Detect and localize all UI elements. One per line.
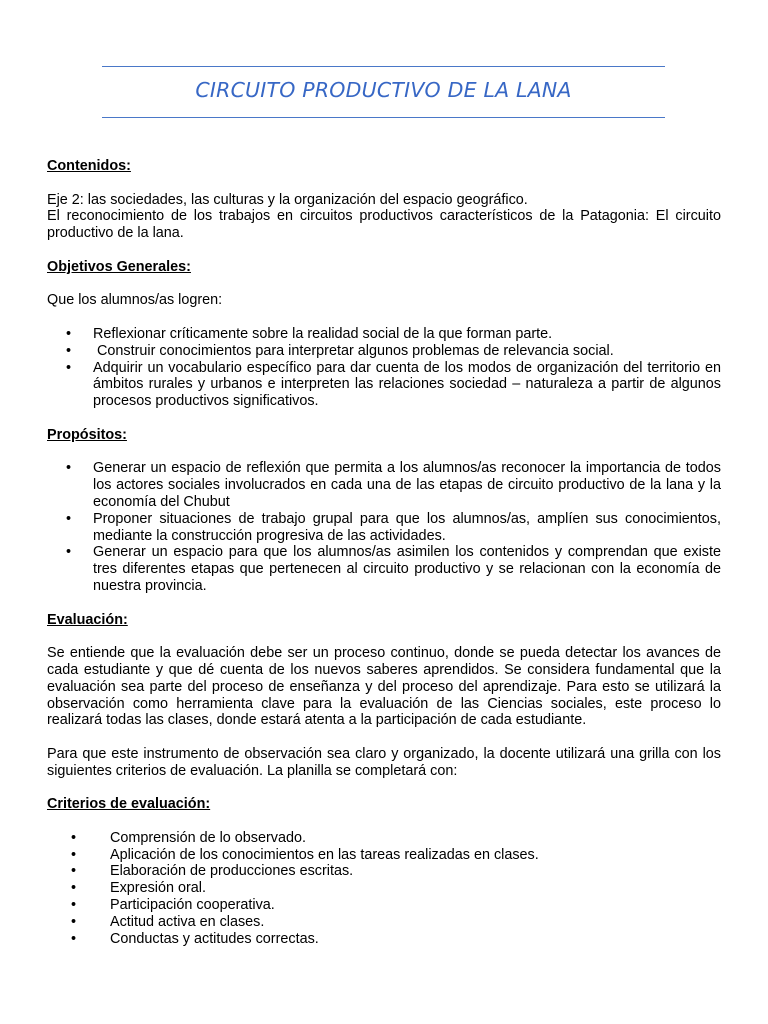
criterios-list bbox=[47, 830, 721, 948]
list-item-text: Actitud activa en clases. bbox=[110, 913, 265, 930]
list-item-text: Elaboración de producciones escritas. bbox=[110, 863, 354, 880]
list-item-text: Generar un espacio de reflexión que permita a los alumnos/as reconocer la importancia de todos los actores sociales involucrados en cada una de las etapas de circuito productivo de la lana y la economía del Chubut bbox=[93, 460, 721, 510]
bullet-icon: • bbox=[71, 829, 77, 846]
list-item bbox=[47, 863, 721, 880]
bullet-icon: • bbox=[71, 880, 77, 897]
list-item bbox=[47, 914, 721, 931]
list-item-text: Construir conocimientos para interpretar algunos problemas de relevancia social. bbox=[93, 342, 614, 359]
list-item bbox=[47, 326, 721, 343]
page-title: CIRCUITO PRODUCTIVO DE LA LANA bbox=[195, 78, 572, 102]
list-item bbox=[47, 880, 721, 897]
list-item-text: Adquirir un vocabulario específico para dar cuenta de los modos de organización del territorio en ámbitos rurales y urbanos e interpreten las relaciones sociedad – naturaleza a partir de algunos procesos productivos significativos. bbox=[93, 359, 721, 410]
list-item-text: Comprensión de lo observado. bbox=[110, 829, 306, 846]
evaluacion-heading: Evaluación: bbox=[47, 611, 128, 628]
bullet-icon: • bbox=[71, 930, 77, 947]
bullet-icon: • bbox=[71, 913, 77, 930]
bullet-icon: • bbox=[71, 846, 77, 863]
list-item bbox=[47, 343, 721, 360]
list-item-text: Generar un espacio para que los alumnos/as asimilen los contenidos y comprendan que existe tres diferentes etapas que pertenecen al circuito productivo y se relacionan con la economía de nuestra provincia. bbox=[93, 544, 721, 594]
list-item bbox=[47, 830, 721, 847]
bullet-icon: • bbox=[66, 510, 72, 527]
objetivos-intro: Que los alumnos/as logren: bbox=[47, 292, 223, 309]
list-item bbox=[47, 360, 721, 410]
propositos-list bbox=[47, 460, 721, 594]
list-item-text: Conductas y actitudes correctas. bbox=[110, 930, 319, 947]
list-item bbox=[47, 931, 721, 948]
list-item-text: Participación cooperativa. bbox=[110, 897, 275, 914]
bullet-icon: • bbox=[71, 863, 77, 880]
objetivos-list bbox=[47, 326, 721, 410]
list-item-text: Proponer situaciones de trabajo grupal para que los alumnos/as, amplíen sus conocimientos, mediante la construcción progresiva de las actividades. bbox=[93, 510, 721, 544]
objetivos-heading: Objetivos Generales: bbox=[47, 258, 191, 275]
contenidos-heading: Contenidos: bbox=[47, 158, 131, 174]
list-item-text: Expresión oral. bbox=[110, 880, 206, 897]
list-item bbox=[47, 847, 721, 864]
list-item bbox=[47, 897, 721, 914]
list-item bbox=[47, 460, 721, 510]
evaluacion-paragraph-1: Se entiende que la evaluación debe ser un proceso continuo, donde se pueda detectar los avances de cada estudiante y que dé cuenta de los nuevos saberes aprendidos. Se considera fundamental que la evaluación sea parte del proceso de enseñanza y del proceso del aprendizaje. Para esto se utilizará la observación como herramienta clave para la evaluación de las Ciencias sociales, este proceso lo realizará todas las clases, donde estará atenta a la participación de cada estudiante. bbox=[47, 645, 721, 729]
bullet-icon: • bbox=[66, 325, 72, 342]
propositos-heading: Propósitos: bbox=[47, 426, 127, 443]
list-item-text: Aplicación de los conocimientos en las tareas realizadas en clases. bbox=[110, 846, 539, 863]
list-item bbox=[47, 511, 721, 545]
bullet-icon: • bbox=[66, 544, 72, 561]
contenidos-line-2: El reconocimiento de los trabajos en circuitos productivos característicos de la Patagonia: El circuito productivo de la lana. bbox=[47, 208, 721, 242]
title-block bbox=[102, 66, 665, 118]
list-item bbox=[47, 544, 721, 594]
bullet-icon: • bbox=[66, 359, 72, 376]
list-item-text: Reflexionar críticamente sobre la realidad social de la que forman parte. bbox=[93, 325, 553, 342]
evaluacion-paragraph-2: Para que este instrumento de observación sea claro y organizado, la docente utilizará una grilla con los siguientes criterios de evaluación. La planilla se completará con: bbox=[47, 745, 721, 779]
bullet-icon: • bbox=[71, 897, 77, 914]
document-body bbox=[47, 158, 721, 947]
bullet-icon: • bbox=[66, 460, 72, 477]
bullet-icon: • bbox=[66, 342, 72, 359]
contenidos-line-1: Eje 2: las sociedades, las culturas y la organización del espacio geográfico. bbox=[47, 191, 528, 208]
criterios-heading: Criterios de evaluación: bbox=[47, 796, 211, 813]
